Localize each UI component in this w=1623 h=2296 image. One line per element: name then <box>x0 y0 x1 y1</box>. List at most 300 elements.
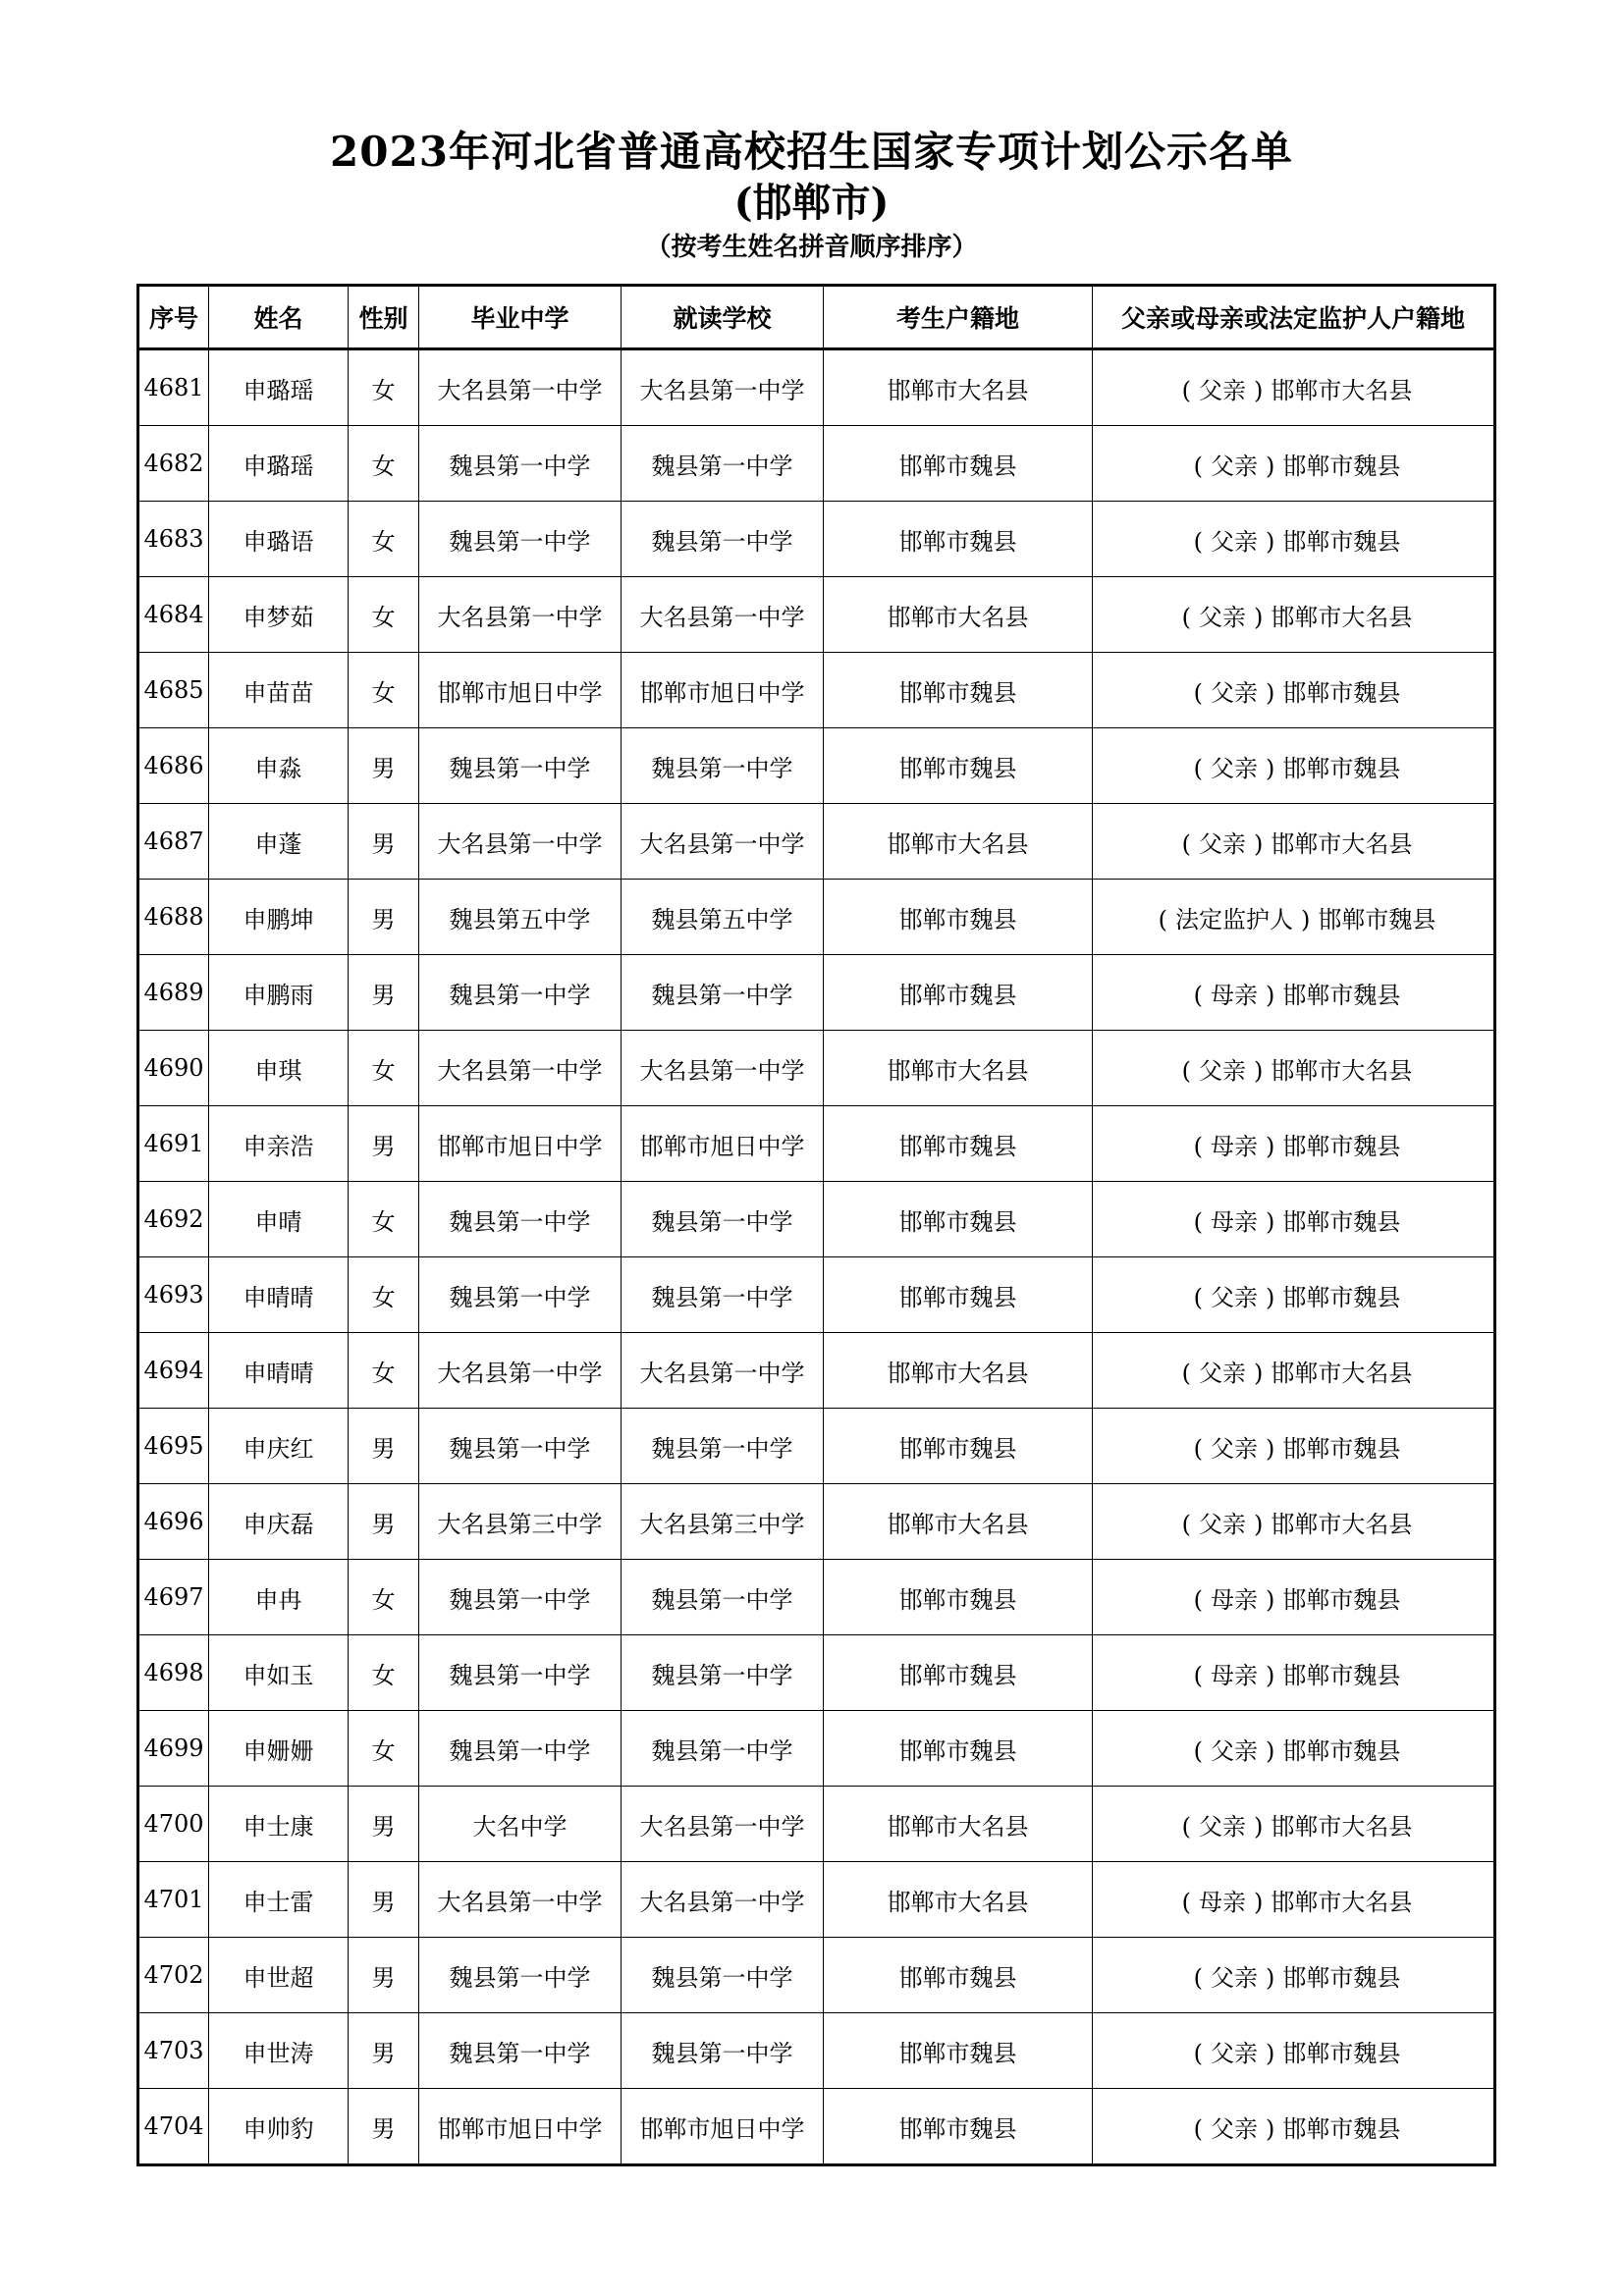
cell-current-school: 邯郸市旭日中学 <box>622 653 824 728</box>
column-header-name: 姓名 <box>209 286 349 349</box>
cell-guardian-hukou <box>1093 1938 1495 2013</box>
close-paren: ) <box>1266 1132 1275 1160</box>
cell-current-school: 魏县第一中学 <box>622 1257 824 1333</box>
cell-name: 申士康 <box>209 1787 349 1862</box>
cell-student-hukou: 邯郸市魏县 <box>824 1938 1093 2013</box>
cell-gender: 男 <box>349 1938 419 2013</box>
cell-graduation-school: 魏县第一中学 <box>419 728 622 804</box>
cell-number: 4699 <box>138 1711 209 1787</box>
open-paren: ( <box>1193 1132 1203 1160</box>
cell-graduation-school: 大名县第三中学 <box>419 1484 622 1560</box>
close-paren: ) <box>1254 829 1264 858</box>
cell-number: 4696 <box>138 1484 209 1560</box>
table-row <box>138 1862 1495 1938</box>
open-paren: ( <box>1181 1888 1191 1916</box>
cell-current-school: 魏县第一中学 <box>622 502 824 577</box>
sort-note: （按考生姓名拼音顺序排序） <box>645 233 978 262</box>
cell-guardian-hukou <box>1093 955 1495 1031</box>
close-paren: ) <box>1254 603 1264 631</box>
close-paren: ) <box>1254 1812 1264 1841</box>
table-row <box>138 1787 1495 1862</box>
cell-number: 4684 <box>138 577 209 653</box>
cell-name: 申璐瑶 <box>209 426 349 502</box>
cell-current-school: 魏县第五中学 <box>622 880 824 955</box>
cell-gender: 女 <box>349 426 419 502</box>
cell-current-school: 魏县第一中学 <box>622 1635 824 1711</box>
cell-name: 申晴晴 <box>209 1257 349 1333</box>
column-header-student-hukou: 考生户籍地 <box>824 286 1093 349</box>
cell-gender: 女 <box>349 1182 419 1257</box>
close-paren: ) <box>1266 527 1275 556</box>
cell-number: 4691 <box>138 1106 209 1182</box>
cell-number: 4697 <box>138 1560 209 1635</box>
cell-gender: 男 <box>349 1106 419 1182</box>
cell-name: 申鹏雨 <box>209 955 349 1031</box>
column-header-current-school: 就读学校 <box>622 286 824 349</box>
cell-gender: 男 <box>349 955 419 1031</box>
open-paren: ( <box>1158 905 1167 934</box>
cell-name: 申璐语 <box>209 502 349 577</box>
open-paren: ( <box>1193 2039 1203 2067</box>
cell-student-hukou: 邯郸市魏县 <box>824 1257 1093 1333</box>
table-row <box>138 1938 1495 2013</box>
cell-gender: 女 <box>349 349 419 426</box>
cell-number: 4681 <box>138 349 209 426</box>
table-row <box>138 2013 1495 2089</box>
cell-graduation-school: 魏县第一中学 <box>419 955 622 1031</box>
open-paren: ( <box>1193 1434 1203 1463</box>
close-paren: ) <box>1266 1434 1275 1463</box>
cell-current-school: 邯郸市旭日中学 <box>622 2089 824 2165</box>
cell-guardian-hukou <box>1093 1409 1495 1484</box>
open-paren: ( <box>1193 1585 1203 1614</box>
cell-number: 4702 <box>138 1938 209 2013</box>
cell-student-hukou: 邯郸市大名县 <box>824 1787 1093 1862</box>
cell-current-school: 魏县第一中学 <box>622 1409 824 1484</box>
cell-number: 4690 <box>138 1031 209 1106</box>
guardian-hukou-place: 邯郸市大名县 <box>1271 1056 1413 1085</box>
guardian-role: 父亲 <box>1211 1963 1258 1992</box>
close-paren: ) <box>1266 1661 1275 1689</box>
open-paren: ( <box>1193 678 1203 707</box>
close-paren: ) <box>1254 376 1264 404</box>
guardian-hukou-place: 邯郸市魏县 <box>1282 1661 1401 1689</box>
guardian-hukou-place: 邯郸市魏县 <box>1282 527 1401 556</box>
cell-guardian-hukou <box>1093 426 1495 502</box>
guardian-role: 父亲 <box>1199 829 1246 858</box>
cell-name: 申世超 <box>209 1938 349 2013</box>
guardian-role: 父亲 <box>1199 376 1246 404</box>
table-row <box>138 1560 1495 1635</box>
guardian-role: 父亲 <box>1211 678 1258 707</box>
cell-current-school: 魏县第一中学 <box>622 728 824 804</box>
guardian-hukou-place: 邯郸市大名县 <box>1271 376 1413 404</box>
guardian-hukou-place: 邯郸市大名县 <box>1271 603 1413 631</box>
guardian-role: 母亲 <box>1211 981 1258 1009</box>
cell-graduation-school: 魏县第一中学 <box>419 1938 622 2013</box>
table-row <box>138 1257 1495 1333</box>
close-paren: ) <box>1254 1359 1264 1387</box>
table-row <box>138 728 1495 804</box>
cell-current-school: 魏县第一中学 <box>622 1711 824 1787</box>
cell-guardian-hukou <box>1093 1031 1495 1106</box>
column-header-graduation-school: 毕业中学 <box>419 286 622 349</box>
cell-name: 申晴 <box>209 1182 349 1257</box>
cell-guardian-hukou <box>1093 1182 1495 1257</box>
cell-student-hukou: 邯郸市魏县 <box>824 1106 1093 1182</box>
cell-student-hukou: 邯郸市魏县 <box>824 653 1093 728</box>
cell-student-hukou: 邯郸市魏县 <box>824 1560 1093 1635</box>
cell-current-school: 大名县第一中学 <box>622 1862 824 1938</box>
column-header-guardian-hukou: 父亲或母亲或法定监护人户籍地 <box>1093 286 1495 349</box>
guardian-role: 父亲 <box>1211 452 1258 480</box>
cell-guardian-hukou <box>1093 2089 1495 2165</box>
cell-current-school: 大名县第一中学 <box>622 1333 824 1409</box>
cell-name: 申帅豹 <box>209 2089 349 2165</box>
guardian-role: 父亲 <box>1211 1283 1258 1311</box>
guardian-role: 父亲 <box>1211 1434 1258 1463</box>
guardian-hukou-place: 邯郸市魏县 <box>1282 678 1401 707</box>
cell-current-school: 魏县第一中学 <box>622 1938 824 2013</box>
table-row <box>138 653 1495 728</box>
cell-student-hukou: 邯郸市魏县 <box>824 728 1093 804</box>
close-paren: ) <box>1301 905 1311 934</box>
guardian-role: 父亲 <box>1211 754 1258 782</box>
cell-current-school: 魏县第一中学 <box>622 1182 824 1257</box>
document-city: (邯郸市) <box>733 180 890 226</box>
cell-number: 4683 <box>138 502 209 577</box>
cell-graduation-school: 魏县第一中学 <box>419 1711 622 1787</box>
cell-number: 4701 <box>138 1862 209 1938</box>
cell-student-hukou: 邯郸市大名县 <box>824 1862 1093 1938</box>
open-paren: ( <box>1193 1661 1203 1689</box>
table-row <box>138 1409 1495 1484</box>
guardian-hukou-place: 邯郸市魏县 <box>1282 2039 1401 2067</box>
table-row <box>138 2089 1495 2165</box>
guardian-role: 父亲 <box>1211 2114 1258 2143</box>
guardian-role: 父亲 <box>1199 1056 1246 1085</box>
guardian-hukou-place: 邯郸市魏县 <box>1282 1434 1401 1463</box>
cell-student-hukou: 邯郸市魏县 <box>824 502 1093 577</box>
cell-number: 4682 <box>138 426 209 502</box>
cell-graduation-school: 魏县第一中学 <box>419 502 622 577</box>
cell-current-school: 魏县第一中学 <box>622 2013 824 2089</box>
guardian-role: 父亲 <box>1199 1812 1246 1841</box>
cell-gender: 男 <box>349 2089 419 2165</box>
cell-current-school: 大名县第一中学 <box>622 1787 824 1862</box>
cell-student-hukou: 邯郸市大名县 <box>824 577 1093 653</box>
cell-current-school: 邯郸市旭日中学 <box>622 1106 824 1182</box>
table-body <box>138 349 1495 2165</box>
cell-name: 申庆磊 <box>209 1484 349 1560</box>
guardian-role: 母亲 <box>1211 1132 1258 1160</box>
document-header <box>0 126 1623 265</box>
table-row <box>138 804 1495 880</box>
open-paren: ( <box>1193 1207 1203 1236</box>
open-paren: ( <box>1193 1963 1203 1992</box>
table-row <box>138 1484 1495 1560</box>
cell-gender: 男 <box>349 1862 419 1938</box>
guardian-hukou-place: 邯郸市魏县 <box>1282 1207 1401 1236</box>
cell-guardian-hukou <box>1093 1484 1495 1560</box>
open-paren: ( <box>1181 376 1191 404</box>
guardian-hukou-place: 邯郸市魏县 <box>1282 1963 1401 1992</box>
cell-graduation-school: 大名中学 <box>419 1787 622 1862</box>
cell-graduation-school: 魏县第一中学 <box>419 1182 622 1257</box>
cell-number: 4689 <box>138 955 209 1031</box>
cell-gender: 女 <box>349 1560 419 1635</box>
cell-guardian-hukou <box>1093 1635 1495 1711</box>
guardian-hukou-place: 邯郸市魏县 <box>1282 754 1401 782</box>
close-paren: ) <box>1266 1736 1275 1765</box>
cell-guardian-hukou <box>1093 502 1495 577</box>
cell-name: 申梦茹 <box>209 577 349 653</box>
open-paren: ( <box>1193 2114 1203 2143</box>
cell-number: 4698 <box>138 1635 209 1711</box>
guardian-hukou-place: 邯郸市大名县 <box>1271 829 1413 858</box>
open-paren: ( <box>1181 603 1191 631</box>
cell-current-school: 魏县第一中学 <box>622 955 824 1031</box>
cell-graduation-school: 邯郸市旭日中学 <box>419 653 622 728</box>
cell-graduation-school: 魏县第五中学 <box>419 880 622 955</box>
cell-gender: 女 <box>349 1635 419 1711</box>
guardian-role: 法定监护人 <box>1175 905 1293 934</box>
cell-number: 4687 <box>138 804 209 880</box>
cell-guardian-hukou <box>1093 1257 1495 1333</box>
cell-name: 申淼 <box>209 728 349 804</box>
cell-name: 申姗姗 <box>209 1711 349 1787</box>
cell-guardian-hukou <box>1093 1333 1495 1409</box>
cell-guardian-hukou <box>1093 2013 1495 2089</box>
roster-table <box>136 284 1496 2166</box>
table-row <box>138 426 1495 502</box>
cell-graduation-school: 魏县第一中学 <box>419 1560 622 1635</box>
guardian-role: 母亲 <box>1211 1207 1258 1236</box>
cell-student-hukou: 邯郸市魏县 <box>824 880 1093 955</box>
open-paren: ( <box>1181 1056 1191 1085</box>
cell-guardian-hukou <box>1093 1560 1495 1635</box>
cell-name: 申如玉 <box>209 1635 349 1711</box>
open-paren: ( <box>1193 754 1203 782</box>
guardian-hukou-place: 邯郸市魏县 <box>1282 1585 1401 1614</box>
guardian-role: 父亲 <box>1211 527 1258 556</box>
cell-graduation-school: 大名县第一中学 <box>419 1031 622 1106</box>
table-header-row <box>138 286 1495 349</box>
cell-number: 4704 <box>138 2089 209 2165</box>
guardian-hukou-place: 邯郸市魏县 <box>1282 981 1401 1009</box>
table-row <box>138 1106 1495 1182</box>
guardian-hukou-place: 邯郸市魏县 <box>1282 1736 1401 1765</box>
close-paren: ) <box>1266 678 1275 707</box>
guardian-hukou-place: 邯郸市大名县 <box>1271 1812 1413 1841</box>
cell-student-hukou: 邯郸市魏县 <box>824 1711 1093 1787</box>
cell-guardian-hukou <box>1093 577 1495 653</box>
close-paren: ) <box>1254 1510 1264 1538</box>
cell-number: 4692 <box>138 1182 209 1257</box>
cell-gender: 女 <box>349 1711 419 1787</box>
close-paren: ) <box>1266 1963 1275 1992</box>
cell-guardian-hukou <box>1093 1106 1495 1182</box>
cell-name: 申世涛 <box>209 2013 349 2089</box>
cell-graduation-school: 大名县第一中学 <box>419 1862 622 1938</box>
guardian-hukou-place: 邯郸市魏县 <box>1282 1283 1401 1311</box>
cell-guardian-hukou <box>1093 1862 1495 1938</box>
cell-graduation-school: 邯郸市旭日中学 <box>419 2089 622 2165</box>
cell-graduation-school: 大名县第一中学 <box>419 804 622 880</box>
guardian-hukou-place: 邯郸市魏县 <box>1282 2114 1401 2143</box>
cell-number: 4688 <box>138 880 209 955</box>
cell-current-school: 大名县第三中学 <box>622 1484 824 1560</box>
cell-number: 4693 <box>138 1257 209 1333</box>
table-row <box>138 577 1495 653</box>
cell-gender: 男 <box>349 1484 419 1560</box>
guardian-role: 父亲 <box>1199 1510 1246 1538</box>
cell-gender: 男 <box>349 728 419 804</box>
cell-student-hukou: 邯郸市魏县 <box>824 1182 1093 1257</box>
close-paren: ) <box>1266 2039 1275 2067</box>
cell-gender: 女 <box>349 653 419 728</box>
cell-guardian-hukou <box>1093 1711 1495 1787</box>
cell-graduation-school: 大名县第一中学 <box>419 577 622 653</box>
table-row <box>138 955 1495 1031</box>
guardian-role: 父亲 <box>1199 603 1246 631</box>
cell-student-hukou: 邯郸市魏县 <box>824 955 1093 1031</box>
table-row <box>138 349 1495 426</box>
open-paren: ( <box>1181 1812 1191 1841</box>
close-paren: ) <box>1254 1888 1264 1916</box>
cell-current-school: 大名县第一中学 <box>622 577 824 653</box>
guardian-role: 母亲 <box>1211 1661 1258 1689</box>
column-header-gender: 性别 <box>349 286 419 349</box>
cell-number: 4703 <box>138 2013 209 2089</box>
table-row <box>138 1635 1495 1711</box>
cell-gender: 女 <box>349 1333 419 1409</box>
open-paren: ( <box>1193 1736 1203 1765</box>
guardian-role: 母亲 <box>1211 1585 1258 1614</box>
cell-guardian-hukou <box>1093 804 1495 880</box>
open-paren: ( <box>1193 452 1203 480</box>
cell-student-hukou: 邯郸市大名县 <box>824 349 1093 426</box>
cell-graduation-school: 魏县第一中学 <box>419 1409 622 1484</box>
guardian-hukou-place: 邯郸市大名县 <box>1271 1359 1413 1387</box>
cell-student-hukou: 邯郸市大名县 <box>824 1031 1093 1106</box>
cell-number: 4694 <box>138 1333 209 1409</box>
column-header-number: 序号 <box>138 286 209 349</box>
cell-gender: 女 <box>349 1257 419 1333</box>
close-paren: ) <box>1266 981 1275 1009</box>
cell-graduation-school: 魏县第一中学 <box>419 1257 622 1333</box>
close-paren: ) <box>1266 1207 1275 1236</box>
cell-number: 4700 <box>138 1787 209 1862</box>
cell-gender: 女 <box>349 577 419 653</box>
cell-graduation-school: 大名县第一中学 <box>419 1333 622 1409</box>
cell-guardian-hukou <box>1093 653 1495 728</box>
cell-name: 申蓬 <box>209 804 349 880</box>
cell-name: 申士雷 <box>209 1862 349 1938</box>
cell-name: 申晴晴 <box>209 1333 349 1409</box>
cell-number: 4685 <box>138 653 209 728</box>
guardian-hukou-place: 邯郸市魏县 <box>1282 1132 1401 1160</box>
cell-name: 申庆红 <box>209 1409 349 1484</box>
guardian-hukou-place: 邯郸市大名县 <box>1271 1510 1413 1538</box>
guardian-role: 父亲 <box>1211 2039 1258 2067</box>
cell-gender: 男 <box>349 804 419 880</box>
cell-gender: 男 <box>349 880 419 955</box>
cell-name: 申苗苗 <box>209 653 349 728</box>
cell-name: 申璐瑶 <box>209 349 349 426</box>
cell-current-school: 大名县第一中学 <box>622 804 824 880</box>
open-paren: ( <box>1193 1283 1203 1311</box>
document-title: 2023年河北省普通高校招生国家专项计划公示名单 <box>330 128 1293 176</box>
guardian-role: 父亲 <box>1211 1736 1258 1765</box>
cell-guardian-hukou <box>1093 728 1495 804</box>
cell-graduation-school: 魏县第一中学 <box>419 2013 622 2089</box>
table-row <box>138 880 1495 955</box>
cell-gender: 女 <box>349 502 419 577</box>
cell-guardian-hukou <box>1093 349 1495 426</box>
cell-current-school: 魏县第一中学 <box>622 1560 824 1635</box>
guardian-role: 父亲 <box>1199 1359 1246 1387</box>
close-paren: ) <box>1266 452 1275 480</box>
guardian-hukou-place: 邯郸市大名县 <box>1271 1888 1413 1916</box>
cell-current-school: 大名县第一中学 <box>622 349 824 426</box>
open-paren: ( <box>1193 527 1203 556</box>
guardian-hukou-place: 邯郸市魏县 <box>1282 452 1401 480</box>
cell-student-hukou: 邯郸市魏县 <box>824 2013 1093 2089</box>
close-paren: ) <box>1266 1283 1275 1311</box>
cell-number: 4695 <box>138 1409 209 1484</box>
table-row <box>138 1182 1495 1257</box>
cell-gender: 男 <box>349 1409 419 1484</box>
table-row <box>138 1711 1495 1787</box>
cell-number: 4686 <box>138 728 209 804</box>
open-paren: ( <box>1193 981 1203 1009</box>
cell-student-hukou: 邯郸市大名县 <box>824 1333 1093 1409</box>
cell-name: 申琪 <box>209 1031 349 1106</box>
cell-graduation-school: 大名县第一中学 <box>419 349 622 426</box>
guardian-hukou-place: 邯郸市魏县 <box>1318 905 1436 934</box>
table-row <box>138 502 1495 577</box>
table-row <box>138 1031 1495 1106</box>
cell-student-hukou: 邯郸市大名县 <box>824 1484 1093 1560</box>
cell-student-hukou: 邯郸市大名县 <box>824 804 1093 880</box>
guardian-role: 母亲 <box>1199 1888 1246 1916</box>
cell-gender: 男 <box>349 2013 419 2089</box>
cell-gender: 女 <box>349 1031 419 1106</box>
table-row <box>138 1333 1495 1409</box>
open-paren: ( <box>1181 1359 1191 1387</box>
close-paren: ) <box>1254 1056 1264 1085</box>
cell-gender: 男 <box>349 1787 419 1862</box>
cell-student-hukou: 邯郸市魏县 <box>824 1635 1093 1711</box>
open-paren: ( <box>1181 829 1191 858</box>
cell-graduation-school: 邯郸市旭日中学 <box>419 1106 622 1182</box>
close-paren: ) <box>1266 2114 1275 2143</box>
cell-name: 申亲浩 <box>209 1106 349 1182</box>
cell-guardian-hukou <box>1093 1787 1495 1862</box>
cell-current-school: 魏县第一中学 <box>622 426 824 502</box>
cell-graduation-school: 魏县第一中学 <box>419 1635 622 1711</box>
cell-student-hukou: 邯郸市魏县 <box>824 1409 1093 1484</box>
cell-name: 申鹏坤 <box>209 880 349 955</box>
cell-student-hukou: 邯郸市魏县 <box>824 426 1093 502</box>
cell-graduation-school: 魏县第一中学 <box>419 426 622 502</box>
close-paren: ) <box>1266 1585 1275 1614</box>
cell-guardian-hukou <box>1093 880 1495 955</box>
cell-current-school: 大名县第一中学 <box>622 1031 824 1106</box>
cell-name: 申冉 <box>209 1560 349 1635</box>
cell-student-hukou: 邯郸市魏县 <box>824 2089 1093 2165</box>
